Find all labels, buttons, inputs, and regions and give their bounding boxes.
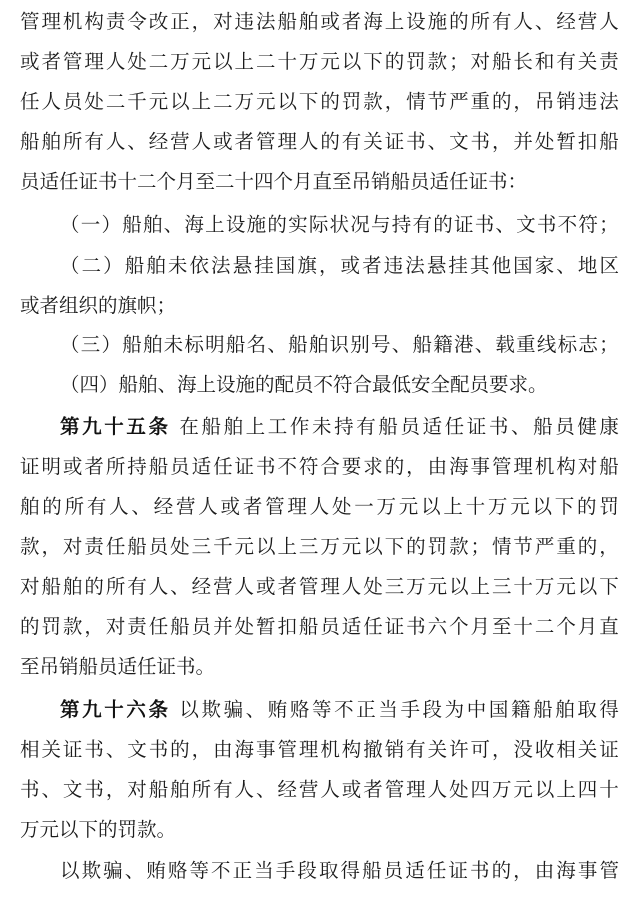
text-line: （ 三 ） 船 舶 未 标 明 船 名 、 船 舶 识 别 号 、 船 籍 港 、 载 重 线 标 志 ； (60, 333, 619, 356)
text-line: 款 ， 对 责 任 船 员 处 三 千 元 以 上 三 万 元 以 下 的 罚 款 ； 情 节 严 重 的 ， (20, 535, 619, 558)
text-line: 舶 的 所 有 人 、 经 营 人 或 者 管 理 人 处 一 万 元 以 上 十 万 元 以 下 的 罚 (20, 495, 619, 518)
text-line: 或 者 管 理 人 处 二 万 元 以 上 二 十 万 元 以 下 的 罚 款 ； 对 船 长 和 有 关 责 (20, 50, 619, 73)
text-line: （四）船舶、海上设施的配员不符合最低安全配员要求。 (60, 373, 548, 396)
text-line: （ 一 ） 船 舶 、 海 上 设 施 的 实 际 状 况 与 持 有 的 证 书 、 文 书 不 符 ； (60, 213, 619, 236)
text-line: 第 九 十 五 条 在 船 舶 上 工 作 未 持 有 船 员 适 任 证 书 、 船 员 健 康 (60, 415, 619, 438)
text-line: 书 、 文 书 ， 对 船 舶 所 有 人 、 经 营 人 或 者 管 理 人 处 四 万 元 以 上 四 十 (20, 778, 619, 801)
text-line: 相 关 证 书 、 文 书 的 ， 由 海 事 管 理 机 构 撤 销 有 关 许 可 ， 没 收 相 关 证 (20, 738, 619, 761)
text-line: 的 罚 款 ， 对 责 任 船 员 并 处 暂 扣 船 员 适 任 证 书 六 个 月 至 十 二 个 月 直 (20, 615, 619, 638)
text-line: 员适任证书十二个月至二十四个月直至吊销船员适任证书： (20, 170, 528, 193)
text-line: 管 理 机 构 责 令 改 正 ， 对 违 法 船 舶 或 者 海 上 设 施 的 所 有 人 、 经 营 人 (20, 10, 619, 33)
text-line: 或者组织的旗帜； (20, 294, 177, 317)
text-line: 船 舶 所 有 人 、 经 营 人 或 者 管 理 人 的 有 关 证 书 、 文 书 ， 并 处 暂 扣 船 (20, 130, 619, 153)
text-line: 第 九 十 六 条 以 欺 骗 、 贿 赂 等 不 正 当 手 段 为 中 国 籍 船 舶 取 得 (60, 698, 619, 721)
text-line: 至吊销船员适任证书。 (20, 655, 216, 678)
text-line: 对 船 舶 的 所 有 人 、 经 营 人 或 者 管 理 人 处 三 万 元 以 上 三 十 万 元 以 下 (20, 575, 619, 598)
text-line: 证 明 或 者 所 持 船 员 适 任 证 书 不 符 合 要 求 的 ， 由 海 事 管 理 机 构 对 船 (20, 455, 619, 478)
text-line: 万元以下的罚款。 (20, 818, 177, 841)
text-line: （ 二 ） 船 舶 未 依 法 悬 挂 国 旗 ， 或 者 违 法 悬 挂 其 他 国 家 、 地 区 (60, 254, 619, 277)
text-line: 任 人 员 处 二 千 元 以 上 二 万 元 以 下 的 罚 款 ， 情 节 严 重 的 ， 吊 销 违 法 (20, 90, 619, 113)
text-line: 以 欺 骗 、 贿 赂 等 不 正 当 手 段 取 得 船 员 适 任 证 书 的 ， 由 海 事 管 (60, 859, 619, 882)
